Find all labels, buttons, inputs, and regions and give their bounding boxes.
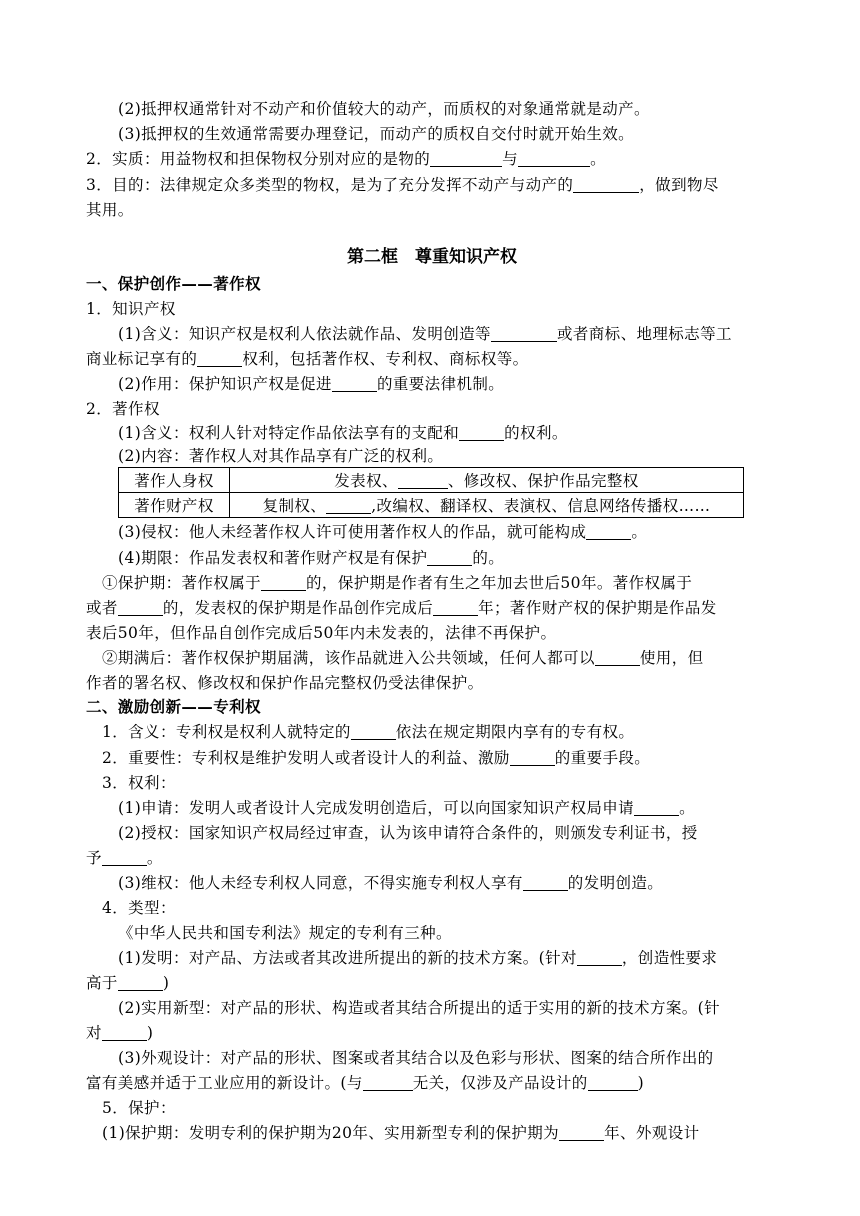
blank[interactable] xyxy=(261,574,306,591)
blank[interactable] xyxy=(102,849,147,866)
text: (1)含义：权利人针对特定作品依法享有的支配和 xyxy=(118,424,460,442)
text: 2．著作权 xyxy=(86,400,160,418)
blank[interactable] xyxy=(102,1024,147,1041)
text: 其用。 xyxy=(86,201,134,219)
text: 复制权、 xyxy=(262,497,327,515)
text-line xyxy=(86,596,778,620)
text: 1．知识产权 xyxy=(86,300,176,318)
text: 的发明创造。 xyxy=(567,874,664,892)
text: 2．实质：用益物权和担保物权分别对应的是物的 xyxy=(86,150,431,168)
text: 。 xyxy=(590,150,606,168)
text: 的，发表权的保护期是作品创作完成后 xyxy=(162,599,434,617)
blank[interactable] xyxy=(573,176,639,193)
text: 的重要法律机制。 xyxy=(376,375,505,393)
text: (3)侵权：他人未经著作权人许可使用著作权人的作品，就可能构成 xyxy=(118,523,587,541)
text: 。 xyxy=(146,849,163,867)
text: (2)作用：保护知识产权是促进 xyxy=(118,375,332,393)
blank[interactable] xyxy=(595,649,640,666)
text: 的，保护期是作者有生之年加去世后50年。著作权属于 xyxy=(306,574,693,592)
blank[interactable] xyxy=(559,1124,604,1141)
text: 发表权、 xyxy=(334,472,398,490)
text-line xyxy=(102,896,778,920)
text-line xyxy=(102,571,778,595)
blank[interactable] xyxy=(326,497,371,514)
text: ) xyxy=(637,1074,645,1092)
text-line xyxy=(86,1071,778,1095)
text: 3．目的：法律规定众多类型的物权，是为了充分发挥不动产与动产的 xyxy=(86,176,574,194)
text: 使用，但 xyxy=(639,649,704,667)
text-line xyxy=(118,821,778,845)
text: (1)含义：知识产权是权利人依法就作品、发明创造等 xyxy=(118,325,491,343)
blank[interactable] xyxy=(398,472,448,489)
text: 对 xyxy=(86,1024,102,1042)
copyright-content-table xyxy=(118,467,744,518)
table-cell xyxy=(230,468,744,493)
text-line xyxy=(86,297,778,321)
text: (2)实用新型：对产品的形状、构造或者其结合所提出的适于实用的新的技术方案。(针 xyxy=(118,999,721,1017)
text-line xyxy=(118,546,778,570)
text: 高于 xyxy=(86,974,118,992)
text-line xyxy=(118,1046,778,1070)
table-cell xyxy=(230,493,744,518)
text-line xyxy=(118,921,778,945)
blank[interactable] xyxy=(523,874,568,891)
text: 。 xyxy=(631,523,648,541)
text-line xyxy=(102,746,778,770)
text-line xyxy=(86,147,778,171)
text: ②期满后：著作权保护期届满，该作品就进入公共领域，任何人都可以 xyxy=(102,649,595,667)
text: (3)外观设计：对产品的形状、图案或者其结合以及色彩与形状、图案的结合所作出的 xyxy=(118,1049,714,1067)
text: (2)内容：著作权人对其作品享有广泛的权利。 xyxy=(118,447,444,465)
table-row xyxy=(119,493,744,518)
text-line xyxy=(102,720,778,744)
blank[interactable] xyxy=(459,424,504,441)
text: 1．含义：专利权是权利人就特定的 xyxy=(102,723,351,741)
text: ) xyxy=(162,974,170,992)
text-line xyxy=(86,173,778,197)
text: 的。 xyxy=(472,549,505,567)
text: (1)申请：发明人或者设计人完成发明创造后，可以向国家知识产权局申请 xyxy=(118,799,635,817)
text-line xyxy=(86,671,778,695)
text: (3)抵押权的生效通常需要办理登记，而动产的质权自交付时就开始生效。 xyxy=(118,125,635,143)
text: 、修改权、保护作品完整权 xyxy=(447,472,639,490)
text-line xyxy=(118,946,778,970)
blank[interactable] xyxy=(118,599,163,616)
text-line xyxy=(118,322,778,346)
blank[interactable] xyxy=(118,974,163,991)
blank[interactable] xyxy=(197,350,242,367)
text: 依法在规定期限内享有的专有权。 xyxy=(395,723,635,741)
text: ) xyxy=(146,1024,154,1042)
blank[interactable] xyxy=(634,799,679,816)
blank[interactable] xyxy=(351,723,396,740)
text-line xyxy=(118,421,778,445)
text: 的重要手段。 xyxy=(554,749,651,767)
text: (1)发明：对产品、方法或者其改进所提出的新的技术方案。(针对 xyxy=(118,949,577,967)
blank[interactable] xyxy=(430,150,502,167)
blank[interactable] xyxy=(332,375,377,392)
table-cell: 著作财产权 xyxy=(119,493,230,518)
blank[interactable] xyxy=(577,949,622,966)
text: (1)保护期：发明专利的保护期为20年、实用新型专利的保护期为 xyxy=(102,1124,560,1142)
text-line xyxy=(86,971,778,995)
text: 的权利。 xyxy=(504,424,568,442)
text: (3)维权：他人未经专利权人同意，不得实施专利权人享有 xyxy=(118,874,523,892)
text-line xyxy=(86,846,778,870)
text: ，创造性要求 xyxy=(621,949,718,967)
text: 权利，包括著作权、专利权、商标权等。 xyxy=(242,350,529,368)
text: 。 xyxy=(679,799,695,817)
text-line xyxy=(118,372,778,396)
text: 3．权利： xyxy=(102,774,176,792)
text-line xyxy=(102,1121,778,1145)
text: 作者的署名权、修改权和保护作品完整权仍受法律保护。 xyxy=(86,674,484,692)
blank[interactable] xyxy=(427,549,472,566)
text: 或者 xyxy=(86,599,118,617)
text: 与 xyxy=(502,150,519,168)
text: 4．类型： xyxy=(102,899,176,917)
text-line xyxy=(118,97,778,121)
text: 富有美感并适于工业应用的新设计。(与 xyxy=(86,1074,363,1092)
blank[interactable] xyxy=(510,749,555,766)
text: (4)期限：作品发表权和著作财产权是有保护 xyxy=(118,549,428,567)
text-line xyxy=(118,796,778,820)
section-heading: 一、保护创作——著作权 xyxy=(86,275,261,293)
text: 商业标记享有的 xyxy=(86,350,198,368)
text: 或者商标、地理标志等工 xyxy=(556,325,732,343)
text: 无关，仅涉及产品设计的 xyxy=(412,1074,588,1092)
text: 予 xyxy=(86,849,102,867)
text: ①保护期：著作权属于 xyxy=(102,574,262,592)
text: (2)授权：国家知识产权局经过审查，认为该申请符合条件的，则颁发专利证书，授 xyxy=(118,824,698,842)
blank[interactable] xyxy=(363,1074,413,1091)
blank[interactable] xyxy=(491,325,557,342)
text: 表后50年，但作品自创作完成后50年内未发表的，法律不再保护。 xyxy=(86,624,557,642)
text: 《中华人民共和国专利法》规定的专利有三种。 xyxy=(118,924,452,942)
text-line xyxy=(86,1021,778,1045)
text-line xyxy=(86,621,778,645)
table-cell: 著作人身权 xyxy=(119,468,230,493)
table-row xyxy=(119,468,744,493)
text: 年；著作财产权的保护期是作品发 xyxy=(478,599,717,617)
text: 2．重要性：专利权是维护发明人或者设计人的利益、激励 xyxy=(102,749,510,767)
text-line xyxy=(118,444,778,468)
text-line xyxy=(102,646,778,670)
section-title: 第二框 尊重知识产权 xyxy=(347,247,517,267)
text-line xyxy=(118,520,778,544)
text: ，做到物尽 xyxy=(639,176,719,194)
blank[interactable] xyxy=(586,523,631,540)
text-line xyxy=(118,871,778,895)
blank[interactable] xyxy=(588,1074,638,1091)
text-line xyxy=(102,1096,778,1120)
blank[interactable] xyxy=(518,150,590,167)
text-line xyxy=(86,198,778,222)
text-line xyxy=(118,996,778,1020)
text-line xyxy=(86,347,778,371)
blank[interactable] xyxy=(433,599,478,616)
text: 年、外观设计 xyxy=(604,1124,700,1142)
text: (2)抵押权通常针对不动产和价值较大的动产，而质权的对象通常就是动产。 xyxy=(118,100,650,118)
text: ,改编权、翻译权、表演权、信息网络传播权…… xyxy=(371,497,711,515)
text: 5．保护： xyxy=(102,1099,176,1117)
section-heading: 二、激励创新——专利权 xyxy=(86,698,261,716)
text-line xyxy=(118,122,778,146)
text-line xyxy=(86,397,778,421)
text-line xyxy=(102,771,778,795)
